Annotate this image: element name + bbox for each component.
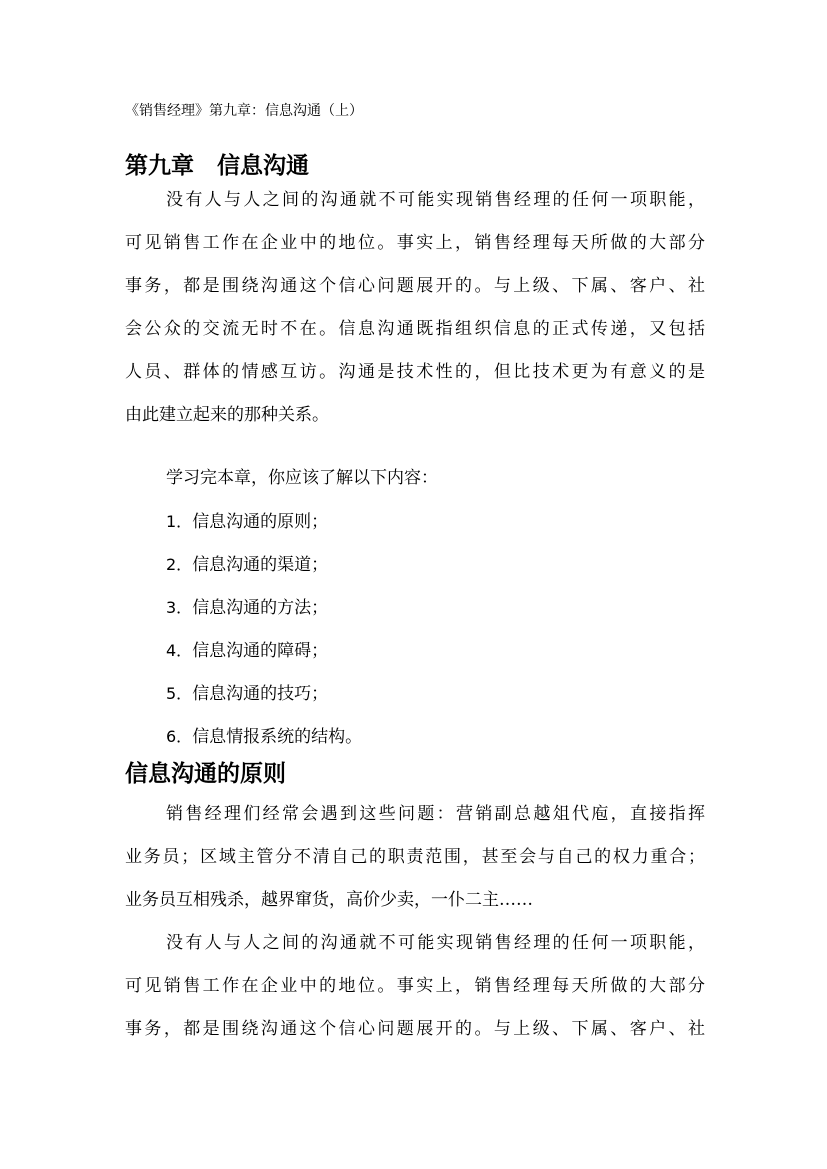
- paragraph-line: 由此建立起来的那种关系。: [125, 405, 329, 425]
- paragraph-line: 会公众的交流无时不在。信息沟通既指组织信息的正式传递，又包括: [125, 319, 705, 339]
- paragraph-line: 事务，都是围绕沟通这个信心问题展开的。与上级、下属、客户、社: [125, 276, 705, 296]
- list-item-text: 信息沟通的障碍；: [192, 641, 329, 661]
- paragraph-line: 没有人与人之间的沟通就不可能实现销售经理的任何一项职能，: [166, 190, 705, 210]
- list-item-text: 信息情报系统的结构。: [192, 727, 363, 747]
- list-item-text: 信息沟通的原则；: [192, 512, 329, 532]
- list-item: [166, 672, 362, 715]
- chapter-title: 第九章 信息沟通: [125, 152, 309, 179]
- paragraph-line: 可见销售工作在企业中的地位。事实上，销售经理每天所做的大部分: [125, 233, 705, 253]
- list-item-number: 2．: [166, 555, 193, 574]
- list-item-number: 6．: [166, 727, 193, 746]
- list-item-text: 信息沟通的技巧；: [192, 684, 329, 704]
- paragraph-line: 业务员；区域主管分不清自己的职责范围，甚至会与自己的权力重合；: [125, 847, 705, 867]
- list-item-text: 信息沟通的渠道；: [192, 555, 329, 575]
- learning-lead: 学习完本章，你应该了解以下内容：: [166, 468, 438, 488]
- learning-list: [166, 500, 362, 758]
- running-header: 《销售经理》第九章：信息沟通（上）: [125, 103, 363, 119]
- list-item: [166, 629, 362, 672]
- list-item-number: 1．: [166, 512, 193, 531]
- paragraph-line: 可见销售工作在企业中的地位。事实上，销售经理每天所做的大部分: [125, 976, 705, 996]
- section-paragraph-problems: [125, 793, 705, 922]
- list-item: [166, 715, 362, 758]
- intro-paragraph: [125, 179, 705, 437]
- section-paragraph-communication: [125, 922, 705, 1051]
- paragraph-line: 事务，都是围绕沟通这个信心问题展开的。与上级、下属、客户、社: [125, 1019, 705, 1039]
- paragraph-line: 销售经理们经常会遇到这些问题：营销副总越俎代庖，直接指挥: [166, 804, 705, 824]
- list-item: [166, 543, 362, 586]
- list-item-number: 3．: [166, 598, 193, 617]
- list-item: [166, 500, 362, 543]
- list-item-number: 4．: [166, 641, 193, 660]
- list-item: [166, 586, 362, 629]
- section-title: 信息沟通的原则: [125, 760, 286, 787]
- paragraph-line: 没有人与人之间的沟通就不可能实现销售经理的任何一项职能，: [166, 933, 705, 953]
- paragraph-line: 业务员互相残杀，越界窜货，高价少卖，一仆二主……: [125, 890, 533, 910]
- paragraph-line: 人员、群体的情感互访。沟通是技术性的，但比技术更为有意义的是: [125, 362, 705, 382]
- list-item-number: 5．: [166, 684, 193, 703]
- list-item-text: 信息沟通的方法；: [192, 598, 329, 618]
